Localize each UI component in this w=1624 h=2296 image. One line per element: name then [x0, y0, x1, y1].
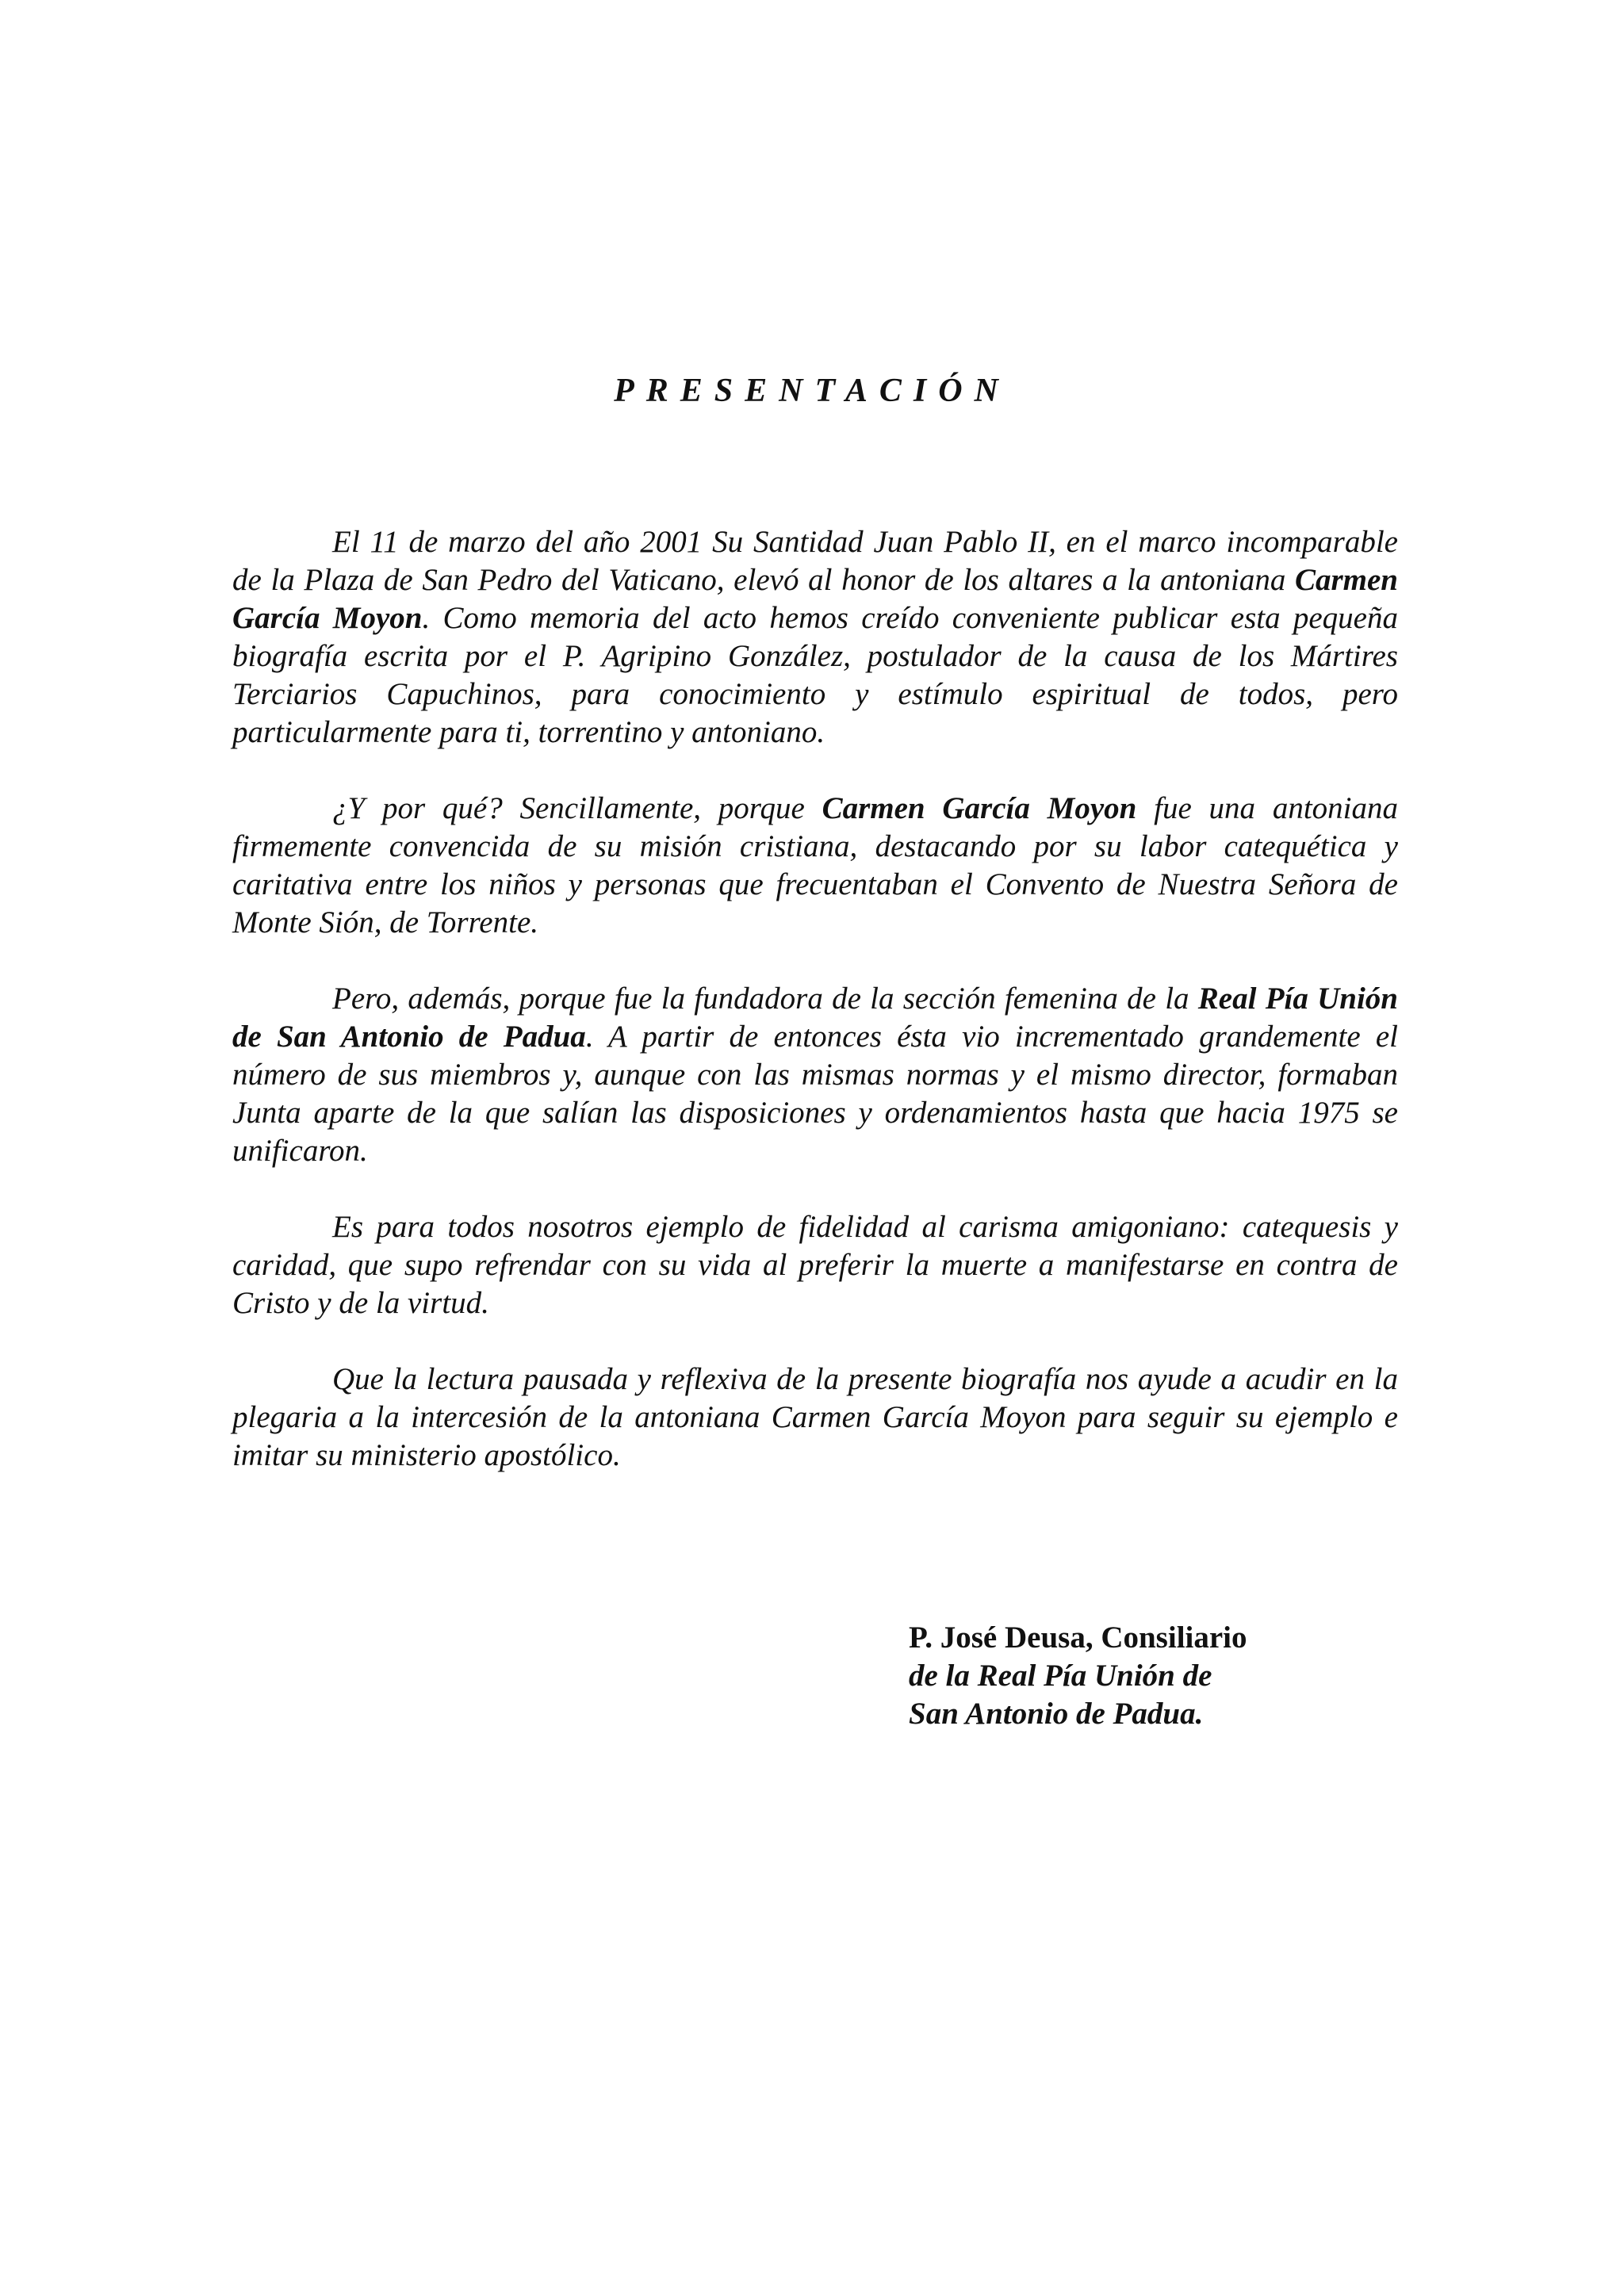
paragraph-2 [232, 790, 1398, 942]
paragraph-1-text-2: . Como memoria del acto hemos creído conveniente publicar esta pequeña biografía escrita por el P. Agripino González, postulador de la causa de los Mártires Terciarios Capuchinos, para conocimiento y estímulo espiritual de todos, pero particularmente para ti, torrentino y antoniano. [232, 601, 1398, 749]
paragraph-3-text-2: . A partir de entonces ésta vio incrementado grandemente el número de sus miembros y, aunque con las mismas normas y el mismo director, formaban Junta aparte de la que salían las disposiciones y ordenamientos hasta que hacia 1975 se unificaron. [232, 1020, 1398, 1168]
paragraph-4 [232, 1208, 1398, 1322]
signature-block [909, 1619, 1247, 1733]
page-title: PRESENTACIÓN [614, 373, 1010, 409]
paragraph-5-text: Que la lectura pausada y reflexiva de la presente biografía nos ayude a acudir en la plegaria a la intercesión de la antoniana Carmen García Moyon para seguir su ejemplo e imitar su ministerio apostólico. [232, 1362, 1398, 1472]
paragraph-2-text-1: ¿Y por qué? Sencillamente, porque [332, 791, 822, 825]
signature-line-3: San Antonio de Padua. [909, 1697, 1204, 1731]
paragraph-2-name-highlight: Carmen García Moyon [822, 791, 1137, 825]
paragraph-1 [232, 523, 1398, 752]
signature-line-2: de la Real Pía Unión de [909, 1659, 1212, 1693]
paragraph-2-text-2: fue una antoniana firmemente convencida de su misión cristiana, destacando por su labor catequética y caritativa entre los niños y personas que frecuentaban el Convento de Nuestra Señora de Monte Sión, de Torrente. [232, 791, 1398, 939]
paragraph-1-text-1: El 11 de marzo del año 2001 Su Santidad Juan Pablo II, en el marco incomparable de la Plaza de San Pedro del Vaticano, elevó al honor de los altares a la antoniana [232, 525, 1398, 597]
paragraph-3-organization-highlight: Real Pía Unión de San Antonio de Padua [232, 982, 1398, 1054]
paragraph-5 [232, 1360, 1398, 1475]
paragraph-3-text-1: Pero, además, porque fue la fundadora de la sección femenina de la [332, 982, 1198, 1016]
presentation-body [232, 523, 1398, 1513]
paragraph-3 [232, 980, 1398, 1170]
signature-line-1: P. José Deusa, Consiliario [909, 1621, 1247, 1655]
paragraph-4-text: Es para todos nosotros ejemplo de fidelidad al carisma amigoniano: catequesis y caridad, que supo refrendar con su vida al preferir la muerte a manifestarse en contra de Cristo y de la virtud. [232, 1210, 1398, 1320]
paragraph-1-name-highlight: Carmen García Moyon [232, 563, 1398, 635]
